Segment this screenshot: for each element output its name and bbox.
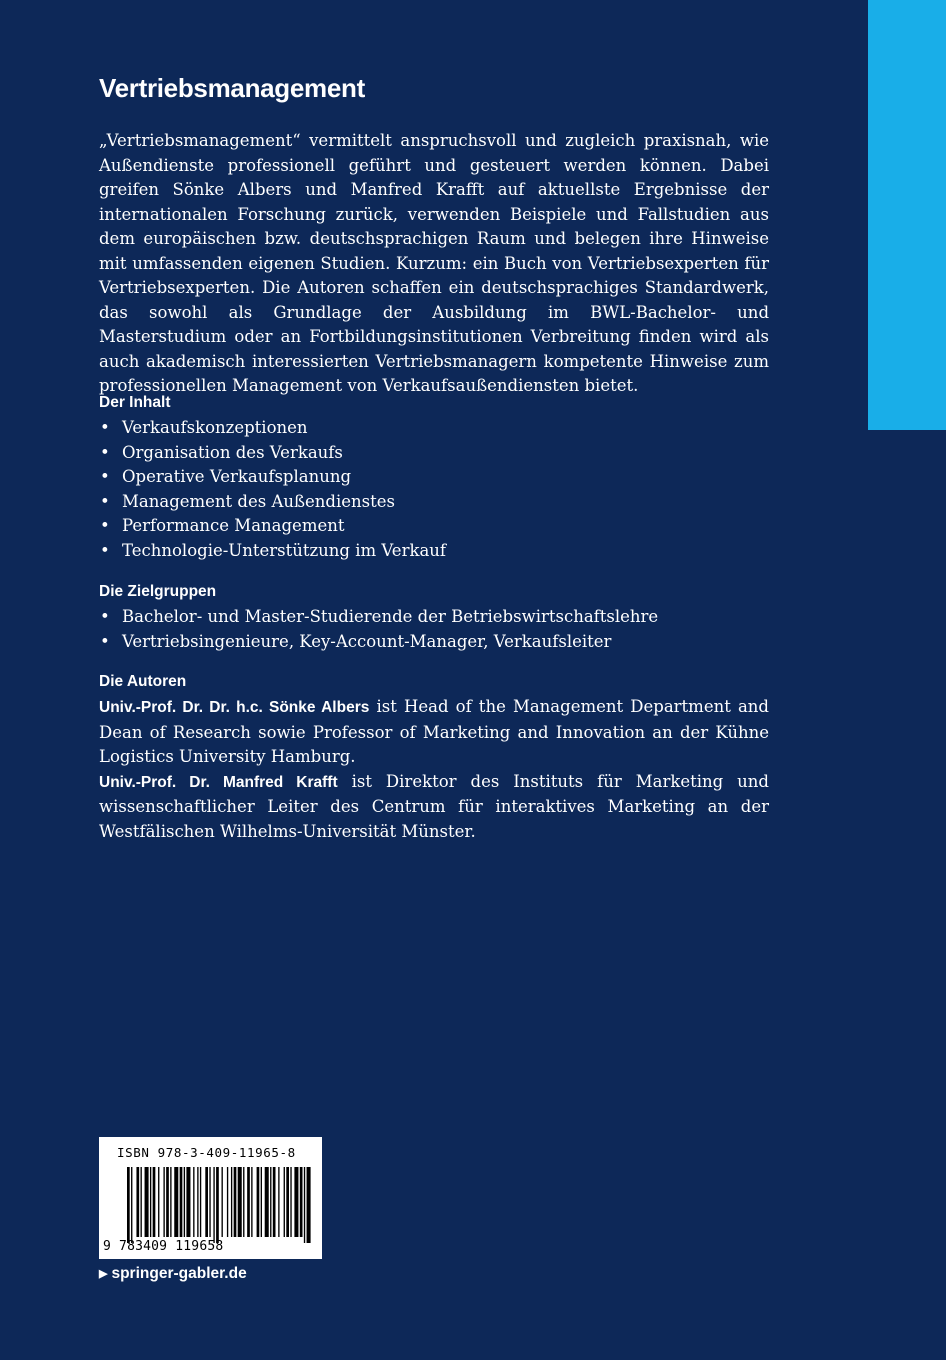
barcode-bar [170, 1167, 171, 1237]
barcode-bar [186, 1167, 190, 1237]
barcode-bar [131, 1167, 132, 1243]
play-arrow-icon: ▶ [99, 1268, 108, 1280]
list-item: • Performance Management [99, 514, 446, 539]
barcode-bar [243, 1167, 244, 1237]
barcode-bar [234, 1167, 237, 1237]
barcode-bar [193, 1167, 194, 1237]
list-item: • Organisation des Verkaufs [99, 441, 446, 466]
bullet-icon: • [100, 607, 110, 626]
inhalt-heading: Der Inhalt [99, 394, 171, 411]
barcode-bar [174, 1167, 178, 1237]
barcode-bar [158, 1167, 159, 1237]
barcode-bar [222, 1167, 223, 1237]
bullet-icon: • [100, 491, 110, 511]
author-name: Univ.-Prof. Dr. Manfred Krafft [99, 773, 338, 791]
author-albers: Univ.-Prof. Dr. Dr. h.c. Sönke Albers ist Head of the Management Department and Dean of Research sowie Professor of Marketing and Innovation an der Kühne Logistics University Hamburg. [99, 697, 769, 766]
list-item: • Bachelor- und Master-Studierende der Betriebswirtschaftslehre [99, 605, 658, 630]
barcode-bar [200, 1167, 201, 1237]
list-item: • Operative Verkaufsplanung [99, 465, 446, 490]
bullet-icon: • [100, 516, 110, 535]
barcode-bar [284, 1167, 285, 1237]
barcode-bar [278, 1167, 279, 1237]
barcode-bar [294, 1167, 298, 1237]
barcode-bar [150, 1167, 151, 1237]
barcode-bar [163, 1167, 164, 1237]
barcode-bar [290, 1167, 291, 1237]
barcode-bar [270, 1167, 271, 1237]
barcode-bar [205, 1167, 208, 1237]
barcode-bar [213, 1167, 214, 1243]
isbn-barcode [99, 1137, 322, 1259]
website-link[interactable] [99, 1265, 247, 1283]
barcode-bar [265, 1167, 269, 1237]
list-item: • Vertriebsingenieure, Key-Account-Manager, Verkaufsleiter [99, 630, 658, 655]
isbn-label: ISBN 978-3-409-11965-8 [117, 1145, 296, 1160]
barcode-bar [251, 1167, 252, 1237]
barcode-bar [184, 1167, 185, 1237]
bullet-icon: • [100, 467, 110, 486]
intro-paragraph: „Vertriebsmanagement“ vermittelt anspruchsvoll und zugleich praxisnah, wie Außendienste professionell geführt und gesteuert werden können. Dabei greifen Sönke Albers und Manfred Krafft auf aktuellste Ergebnisse der internationalen Forschung zurück, verwenden Beispiele und Fallstudien aus dem europäischen bzw. deutschsprachigen Raum und belegen ihre Hinweise mit umfassenden eigenen Studien. Kurzum: ein Buch von Vertriebsexperten für Vertriebsexperten. Die Autoren schaffen ein deutschsprachiges Standardwerk, das sowohl als Grundlage der Ausbildung im BWL-Bachelor- und Masterstudium oder an Fortbildungsinstitutionen Verbreitung finden wird als auch akademisch interessierten Vertriebsmanagern kompetente Hinweise zum professionellen Management von Verkaufsaußendiensten bietet. [99, 131, 769, 395]
barcode-bar [304, 1167, 305, 1243]
bullet-icon: • [100, 418, 110, 437]
bullet-icon: • [100, 540, 110, 560]
barcode-bar [257, 1167, 260, 1237]
ean-digits: 9 783409 119658 [103, 1239, 224, 1254]
barcode-bar [227, 1167, 228, 1237]
barcode-bar [216, 1167, 219, 1243]
barcode-bar [153, 1167, 156, 1237]
barcode-bar [180, 1167, 183, 1237]
list-item: • Technologie-Unterstützung im Verkauf [99, 539, 446, 564]
barcode-bar [273, 1167, 276, 1237]
author-name: Univ.-Prof. Dr. Dr. h.c. Sönke Albers [99, 699, 370, 716]
barcode-bar [307, 1167, 311, 1243]
autoren-heading: Die Autoren [99, 673, 187, 690]
bullet-icon: • [100, 631, 110, 651]
authors-section [99, 695, 769, 844]
list-item: • Management des Außendienstes [99, 490, 446, 515]
author-krafft: Univ.-Prof. Dr. Manfred Krafft ist Direktor des Instituts für Marketing und wissenschaftlicher Leiter des Centrum für interaktives Marketing an der Westfälischen Wilhelms-Universität Münster. [99, 771, 769, 841]
barcode-bar [145, 1167, 149, 1237]
bullet-icon: • [100, 442, 110, 462]
website-label: springer-gabler.de [111, 1265, 247, 1282]
barcode-bar [136, 1167, 139, 1237]
inhalt-list [99, 416, 446, 563]
barcode-bar [238, 1167, 242, 1237]
accent-bar [868, 0, 946, 430]
barcode-bar [247, 1167, 250, 1237]
barcode-bar [231, 1167, 232, 1237]
barcode-bar [127, 1167, 130, 1243]
book-title: Vertriebsmanagement [99, 73, 365, 103]
barcode-bar [300, 1167, 303, 1237]
barcode-bar [141, 1167, 142, 1237]
barcode-bar [209, 1167, 210, 1237]
zielgruppen-list [99, 605, 658, 654]
barcode-bar [286, 1167, 289, 1237]
list-item: • Verkaufskonzeptionen [99, 416, 446, 441]
zielgruppen-heading: Die Zielgruppen [99, 583, 217, 600]
barcode-bar [197, 1167, 198, 1237]
barcode-bar [166, 1167, 169, 1237]
barcode-bar [261, 1167, 262, 1237]
